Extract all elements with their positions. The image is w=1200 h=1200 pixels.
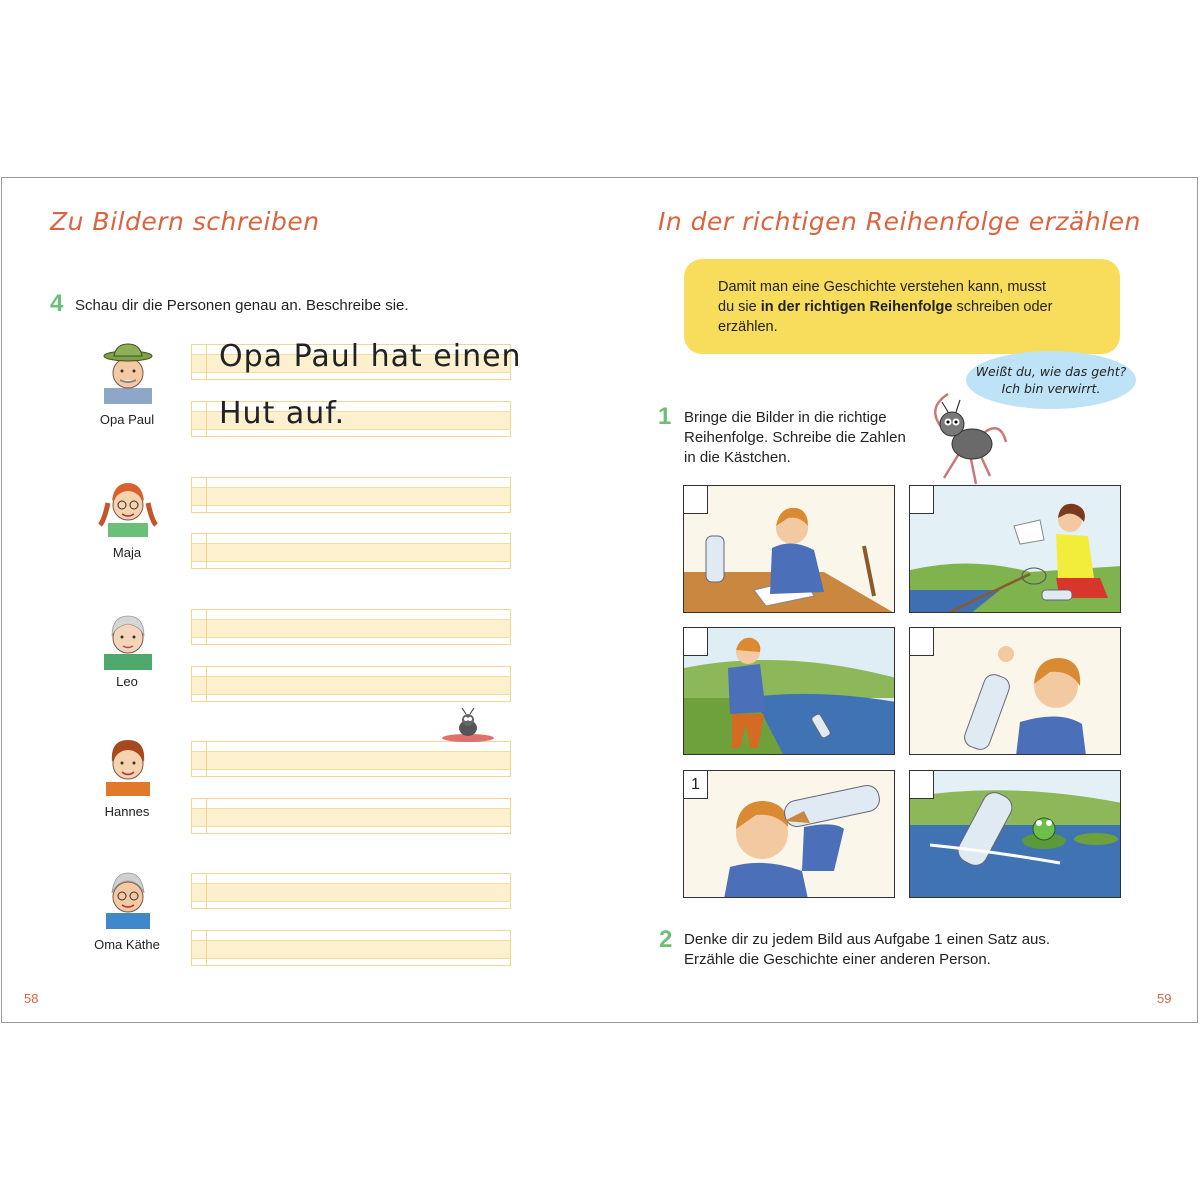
picture-panel-boy-drinking [683, 770, 895, 898]
right-page-title: In der richtigen Reihenfolge erzählen [658, 207, 1141, 236]
panel-number-box[interactable] [910, 771, 934, 799]
hannes-portrait [98, 732, 158, 796]
writing-line[interactable] [191, 477, 511, 513]
writing-line[interactable] [191, 666, 511, 702]
info-line-1: Damit man eine Geschichte verstehen kann, musst [718, 279, 1047, 295]
handwriting-line-1: Opa Paul hat einen [219, 339, 522, 374]
info-line-3: erzählen. [718, 319, 778, 335]
panel-number-box[interactable] [910, 628, 934, 656]
leo-portrait [98, 606, 158, 670]
panel-number-box[interactable]: 1 [684, 771, 708, 799]
page-number-left: 58 [24, 991, 39, 1006]
writing-line[interactable] [191, 930, 511, 966]
info-box [684, 259, 1120, 354]
task-2-number: 2 [659, 926, 673, 953]
writing-line[interactable] [191, 873, 511, 909]
maja-portrait [98, 473, 158, 537]
writing-line[interactable] [191, 609, 511, 645]
task-1-number: 1 [658, 403, 672, 430]
page-number-right: 59 [1157, 991, 1172, 1006]
oma-kaethe-portrait [98, 865, 158, 929]
picture-panel-boy-with-bottle [909, 627, 1121, 755]
picture-panel-boy-at-water [683, 627, 895, 755]
person-name-leo: Leo [116, 674, 138, 689]
info-line-2: du sie in der richtigen Reihenfolge schreiben oder [718, 299, 1053, 315]
task-2-text: Denke dir zu jedem Bild aus Aufgabe 1 einen Satz aus. Erzähle die Geschichte einer anderen Person. [684, 931, 1051, 968]
writing-line[interactable] [191, 533, 511, 569]
handwriting-line-2: Hut auf. [219, 396, 346, 431]
panel-number-box[interactable] [684, 628, 708, 656]
task-1-text: Bringe die Bilder in die richtige Reihenfolge. Schreibe die Zahlen in die Kästchen. [684, 409, 906, 466]
bug-illustration [440, 708, 496, 744]
panel-number-box[interactable] [684, 486, 708, 514]
person-name-hannes: Hannes [104, 804, 150, 819]
person-name-oma-kaethe: Oma Käthe [94, 937, 160, 952]
writing-line[interactable] [191, 798, 511, 834]
task-4-text: Schau dir die Personen genau an. Beschreibe sie. [75, 297, 409, 314]
speech-bubble: Weißt du, wie das geht? Ich bin verwirrt. [966, 351, 1136, 409]
picture-panel-bottle-frog [909, 770, 1121, 898]
opa-paul-portrait [98, 340, 158, 404]
ant-illustration [920, 388, 1020, 488]
picture-panel-boy-writing [683, 485, 895, 613]
person-name-opa-paul: Opa Paul [99, 412, 155, 427]
picture-panel-girl-finds-letter [909, 485, 1121, 613]
left-page-title: Zu Bildern schreiben [50, 207, 320, 236]
task-4-number: 4 [50, 290, 64, 317]
person-name-maja: Maja [112, 545, 142, 560]
writing-line[interactable] [191, 741, 511, 777]
panel-number-box[interactable] [910, 486, 934, 514]
